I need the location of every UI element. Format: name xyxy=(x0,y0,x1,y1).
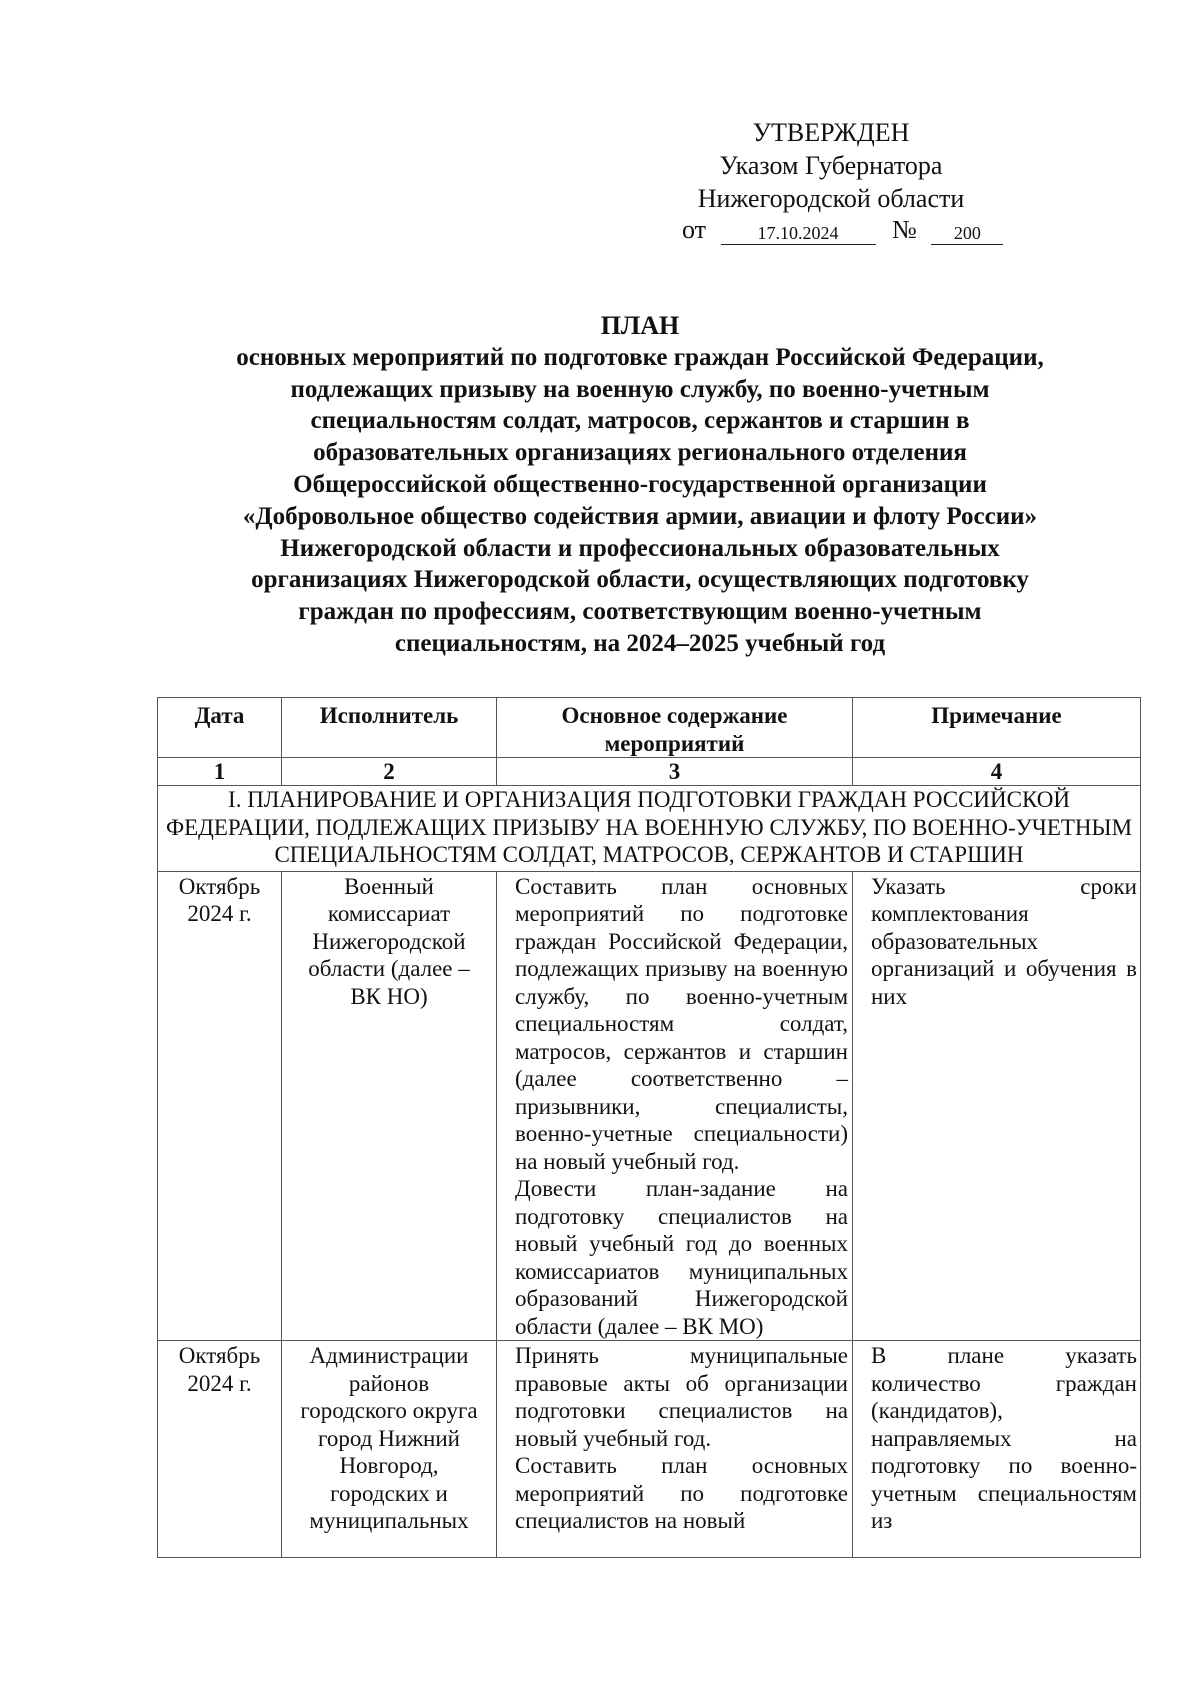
content-paragraph: Довести план-задание на подготовку специалистов на новый учебный год до военных комиссариатов муниципальных образований Нижегородской области (далее – ВК МО) xyxy=(515,1176,848,1339)
column-number: 3 xyxy=(497,758,853,786)
title-line: Общероссийской общественно-государственной организации xyxy=(293,470,987,498)
row-executor: Военный комиссариат Нижегородской области (далее – ВК НО) xyxy=(282,871,497,1341)
title-line: специальностям, на 2024–2025 учебный год xyxy=(394,629,886,657)
approval-line: Нижегородской области xyxy=(697,184,965,213)
content-paragraph: Принять муниципальные правовые акты об организации подготовки специалистов на новый учебный год. xyxy=(515,1343,848,1451)
table-row xyxy=(158,1341,1141,1558)
table-header-row xyxy=(158,698,1141,758)
approval-date: 17.10.2024 xyxy=(721,222,876,245)
approval-line: Указом Губернатора xyxy=(719,151,943,180)
row-note: В плане указать количество граждан (кандидатов), направляемых на подготовку по военно-учетным специальностям из xyxy=(853,1341,1141,1558)
row-content xyxy=(497,871,853,1341)
number-sign: № xyxy=(892,215,917,244)
row-note: Указать сроки комплектования образовательных организаций и обучения в них xyxy=(853,871,1141,1341)
header-note: Примечание xyxy=(853,698,1141,758)
title-line: образовательных организациях регионального отделения xyxy=(313,439,967,467)
approval-stamp xyxy=(666,116,996,215)
table-row xyxy=(158,871,1141,1341)
plan-table xyxy=(157,697,1141,1558)
header-executor: Исполнитель xyxy=(282,698,497,758)
document-title xyxy=(150,310,1130,660)
column-number-row xyxy=(158,758,1141,786)
title-line: основных мероприятий по подготовке граждан Российской Федерации, xyxy=(236,343,1044,371)
approval-number: 200 xyxy=(931,222,1003,245)
header-date: Дата xyxy=(158,698,282,758)
row-content xyxy=(497,1341,853,1558)
content-paragraph: Составить план основных мероприятий по подготовке специалистов на новый xyxy=(515,1453,848,1534)
approval-date-row xyxy=(682,215,1003,247)
approval-line: УТВЕРЖДЕН xyxy=(752,118,910,147)
title-line: организациях Нижегородской области, осуществляющих подготовку xyxy=(251,566,1029,594)
date-prefix: от xyxy=(682,215,707,244)
column-number: 4 xyxy=(853,758,1141,786)
header-content: Основное содержание мероприятий xyxy=(497,698,853,758)
title-line: граждан по профессиям, соответствующим военно-учетным xyxy=(298,598,982,626)
content-paragraph: Составить план основных мероприятий по подготовке граждан Российской Федерации, подлежащих призыву на военную службу, по военно-учетным специальностям солдат, матросов, сержантов и старшин (далее соответственно – призывники, специалисты, военно-учетные специальности) на новый учебный год. xyxy=(515,873,848,1174)
title-line: Нижегородской области и профессиональных образовательных xyxy=(280,534,1000,562)
row-executor: Администрации районов городского округа город Нижний Новгород, городских и муниципальных xyxy=(282,1341,497,1558)
section-title: I. ПЛАНИРОВАНИЕ И ОРГАНИЗАЦИЯ ПОДГОТОВКИ ГРАЖДАН РОССИЙСКОЙ ФЕДЕРАЦИИ, ПОДЛЕЖАЩИХ ПРИЗЫВУ НА ВОЕННУЮ СЛУЖБУ, ПО ВОЕННО-УЧЕТНЫМ СПЕЦИАЛЬНОСТЯМ СОЛДАТ, МАТРОСОВ, СЕРЖАНТОВ И СТАРШИН xyxy=(158,786,1141,872)
column-number: 2 xyxy=(282,758,497,786)
title-line: специальностям солдат, матросов, сержантов и старшин в xyxy=(310,407,970,435)
row-date: Октябрь 2024 г. xyxy=(158,871,282,1341)
section-row xyxy=(158,786,1141,872)
title-line: «Добровольное общество содействия армии, авиации и флоту России» xyxy=(242,502,1038,530)
column-number: 1 xyxy=(158,758,282,786)
title-heading: ПЛАН xyxy=(600,311,680,340)
title-line: подлежащих призыву на военную службу, по военно-учетным xyxy=(290,375,990,403)
row-date: Октябрь 2024 г. xyxy=(158,1341,282,1558)
